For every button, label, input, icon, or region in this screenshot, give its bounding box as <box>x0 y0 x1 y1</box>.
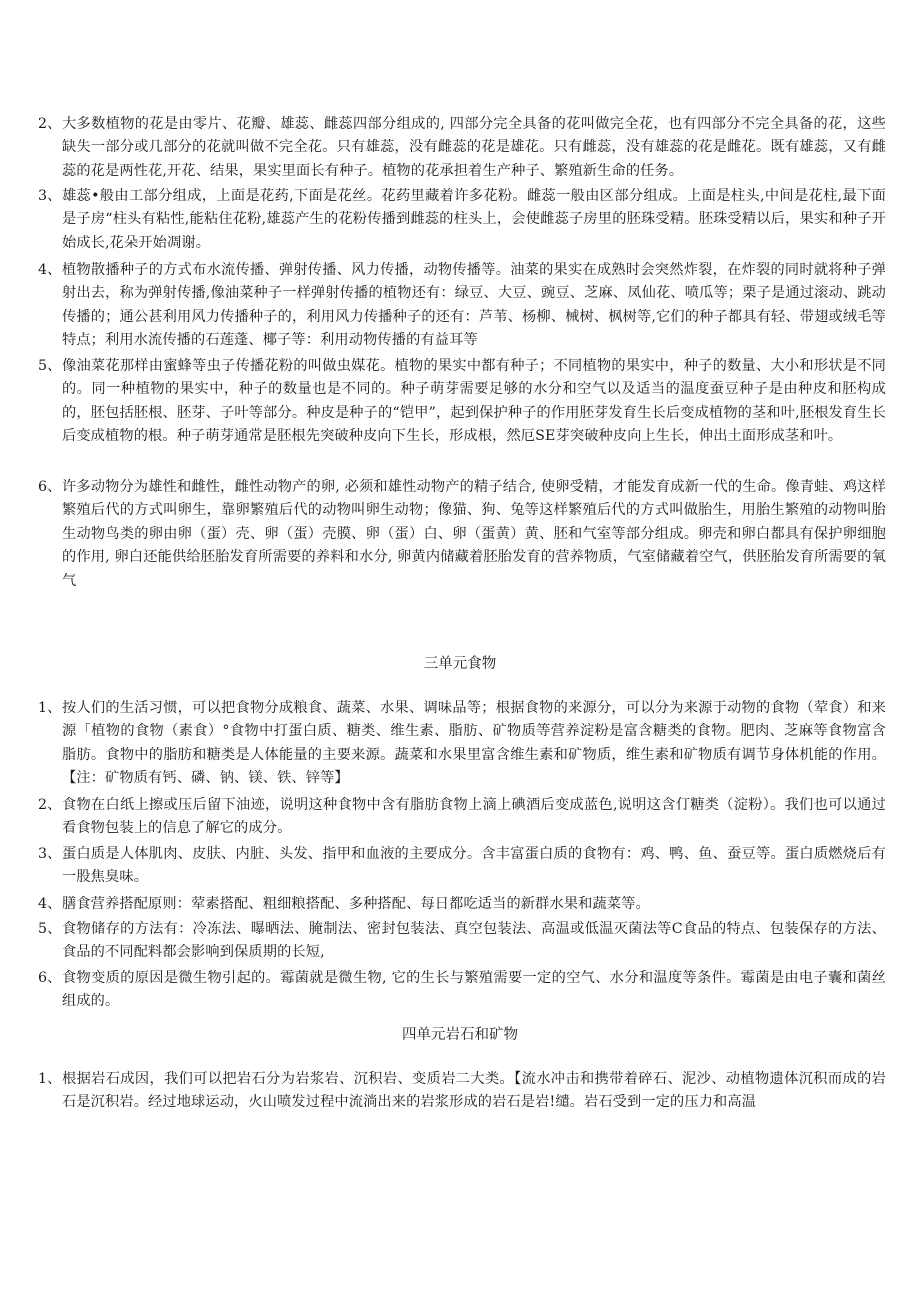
paragraph-text: 雄蕊•般由工部分组成，上面是花药,下面是花丝。花药里藏着许多花粉。雌蕊一般由区部分组成。上面是柱头,中间是花柱,最下面是子房“柱头有粘性,能粘住花粉,雄蕊产生的花粉传播到雌蕊的柱头上，会使雌蕊子房里的胚珠受精。胚珠受精以后，果实和种子开始成长,花朵开始凋谢。 <box>62 188 886 251</box>
paragraph-number: 5、 <box>38 358 62 374</box>
paragraph-text: 膳食营养搭配原则：荤素搭配、粗细粮搭配、多种搭配、每日都吃适当的新群水果和蔬菜等。 <box>62 896 650 912</box>
paragraph-protein <box>38 843 886 890</box>
paragraph-seed-germination <box>38 355 886 449</box>
paragraph-text: 根据岩石成因，我们可以把岩石分为岩浆岩、沉积岩、变质岩二大类。【流水冲击和携带着碎石、泥沙、动植物遗体沉积而成的岩石是沉积岩。经过地球运动，火山喷发过程中流淌出来的岩浆形成的岩石是岩!缱。岩石受到一定的压力和高温 <box>62 1071 886 1111</box>
paragraph-number: 6、 <box>38 970 62 986</box>
paragraph-food-classification <box>38 697 886 791</box>
section-title-food: 三单元食物 <box>423 656 497 672</box>
paragraph-rock-types <box>38 1068 886 1115</box>
paragraph-text: 按人们的生活习惯，可以把食物分成粮食、蔬菜、水果、调味品等；根据食物的来源分，可以分为来源于动物的食物（荤食）和来源「植物的食物（素食）°食物中打蛋白质、糖类、维生素、脂肪、矿物质等营养淀粉是富含糖类的食物。肥肉、芝麻等食物富含脂肪。食物中的脂肪和糖类是人体能量的主要来源。蔬菜和水果里富含维生素和矿物质，维生素和矿物质有调节身体机能的作用。【注：矿物质有钙、磷、钠、镁、铁、锌等】 <box>62 700 886 787</box>
paragraph-food-test <box>38 794 886 841</box>
paragraph-text: 食物储存的方法有：冷冻法、曝晒法、腌制法、密封包装法、真空包装法、高温或低温灭菌法等C食品的特点、包装保存的方法、食品的不同配料都会影响到保质期的长短, <box>62 921 886 961</box>
paragraph-number: 4、 <box>38 896 62 912</box>
paragraph-text: 大多数植物的花是由零片、花瓣、雄蕊、雌蕊四部分组成的, 四部分完全具备的花叫做完全花，也有四部分不完全具备的花，这些缺失一部分或几部分的花就叫做不完全花。只有雄蕊，没有雌蕊的花是雄花。只有雌蕊，没有雄蕊的花是雌花。既有雄蕊，又有雌蕊的花是两性花,开花、结果，果实里面长有种子。植物的花承担着生产种子、繁殖新生命的任务。 <box>62 116 886 179</box>
paragraph-number: 1、 <box>38 1071 62 1087</box>
paragraph-flower-parts <box>38 113 886 183</box>
paragraph-number: 2、 <box>38 797 62 813</box>
paragraph-number: 3、 <box>38 846 62 862</box>
paragraph-food-storage <box>38 918 886 965</box>
paragraph-stamen-pistil <box>38 185 886 255</box>
paragraph-text: 植物散播种子的方式布水流传播、弹射传播、风力传播，动物传播等。油菜的果实在成熟时会突然炸裂，在炸裂的同时就将种子弹射出去，称为弹射传播,像油菜种子一样弹射传播的植物还有：绿豆、大豆、豌豆、芝麻、凤仙花、喷瓜等；栗子是通过滚动、跳动传播的；通公甚利用风力传播种子的，利用风力传播种子的还有：芦苇、杨柳、械树、枫树等,它们的种子都具有轻、带翅或绒毛等特点；利用水流传播的石莲蓬、椰子等：利用动物传播的有益耳等 <box>62 262 886 349</box>
paragraph-number: 4、 <box>38 262 62 278</box>
paragraph-text: 许多动物分为雄性和雌性，雌性动物产的卵, 必须和雄性动物产的精子结合, 使卵受精，才能发育成新一代的生命。像青蛙、鸡这样繁殖后代的方式叫卵生，靠卵繁殖后代的动物叫卵生动物；像猫、狗、兔等这样繁殖后代的方式叫做胎生，用胎生繁殖的动物叫胎生动物鸟类的卵由卵（蛋）壳、卵（蛋）壳膜、卵（蛋）白、卵（蛋黄）黄、胚和气室等部分组成。卵壳和卵白都具有保护卵细胞的作用, 卵白还能供给胚胎发育所需要的养料和水分, 卵黄内储藏着胚胎发育的营养物质，气室储藏着空气，供胚胎发育所需要的氧气 <box>62 479 886 589</box>
paragraph-number: 1、 <box>38 700 62 716</box>
section-title-rocks: 四单元岩石和矿物 <box>402 1027 518 1043</box>
paragraph-animal-reproduction <box>38 476 886 593</box>
paragraph-number: 3、 <box>38 188 62 204</box>
paragraph-text: 食物变质的原因是微生物引起的。霉菌就是微生物, 它的生长与繁殖需要一定的空气、水分和温度等条件。霉菌是由电子囊和菌丝组成的。 <box>62 970 886 1010</box>
paragraph-diet-principle <box>38 893 886 916</box>
paragraph-number: 2、 <box>38 116 62 132</box>
paragraph-text: 蛋白质是人体肌肉、皮肤、内脏、头发、指甲和血液的主要成分。含丰富蛋白质的食物有：鸡、鸭、鱼、蚕豆等。蛋白质燃烧后有一股焦臭味。 <box>62 846 886 886</box>
paragraph-number: 5、 <box>38 921 62 937</box>
paragraph-number: 6、 <box>38 479 62 495</box>
paragraph-seed-dispersal <box>38 259 886 353</box>
paragraph-text: 食物在白纸上擦或压后留下油迹，说明这种食物中含有脂肪食物上滴上碘酒后变成蓝色,说明这含仃糖类（淀粉）。我们也可以通过看食物包装上的信息了解它的成分。 <box>62 797 886 837</box>
paragraph-food-spoilage <box>38 967 886 1014</box>
paragraph-text: 像油菜花那样由蜜蜂等虫子传播花粉的叫做虫媒花。植物的果实中都有种子；不同植物的果实中，种子的数量、大小和形状是不同的。同一种植物的果实中，种子的数量也是不同的。种子萌芽需要足够的水分和空气以及适当的温度蚕豆种子是由种皮和胚构成的，胚包括胚根、胚芽、子叶等部分。种皮是种子的“铠甲”，起到保护种子的作用胚芽发育生长后变成植物的茎和叶,胚根发育生长后变成植物的根。种子萌芽通常是胚根先突破种皮向下生长，形成根，然厄SE芽突破种皮向上生长，伸出土面形成茎和叶。 <box>62 358 886 445</box>
